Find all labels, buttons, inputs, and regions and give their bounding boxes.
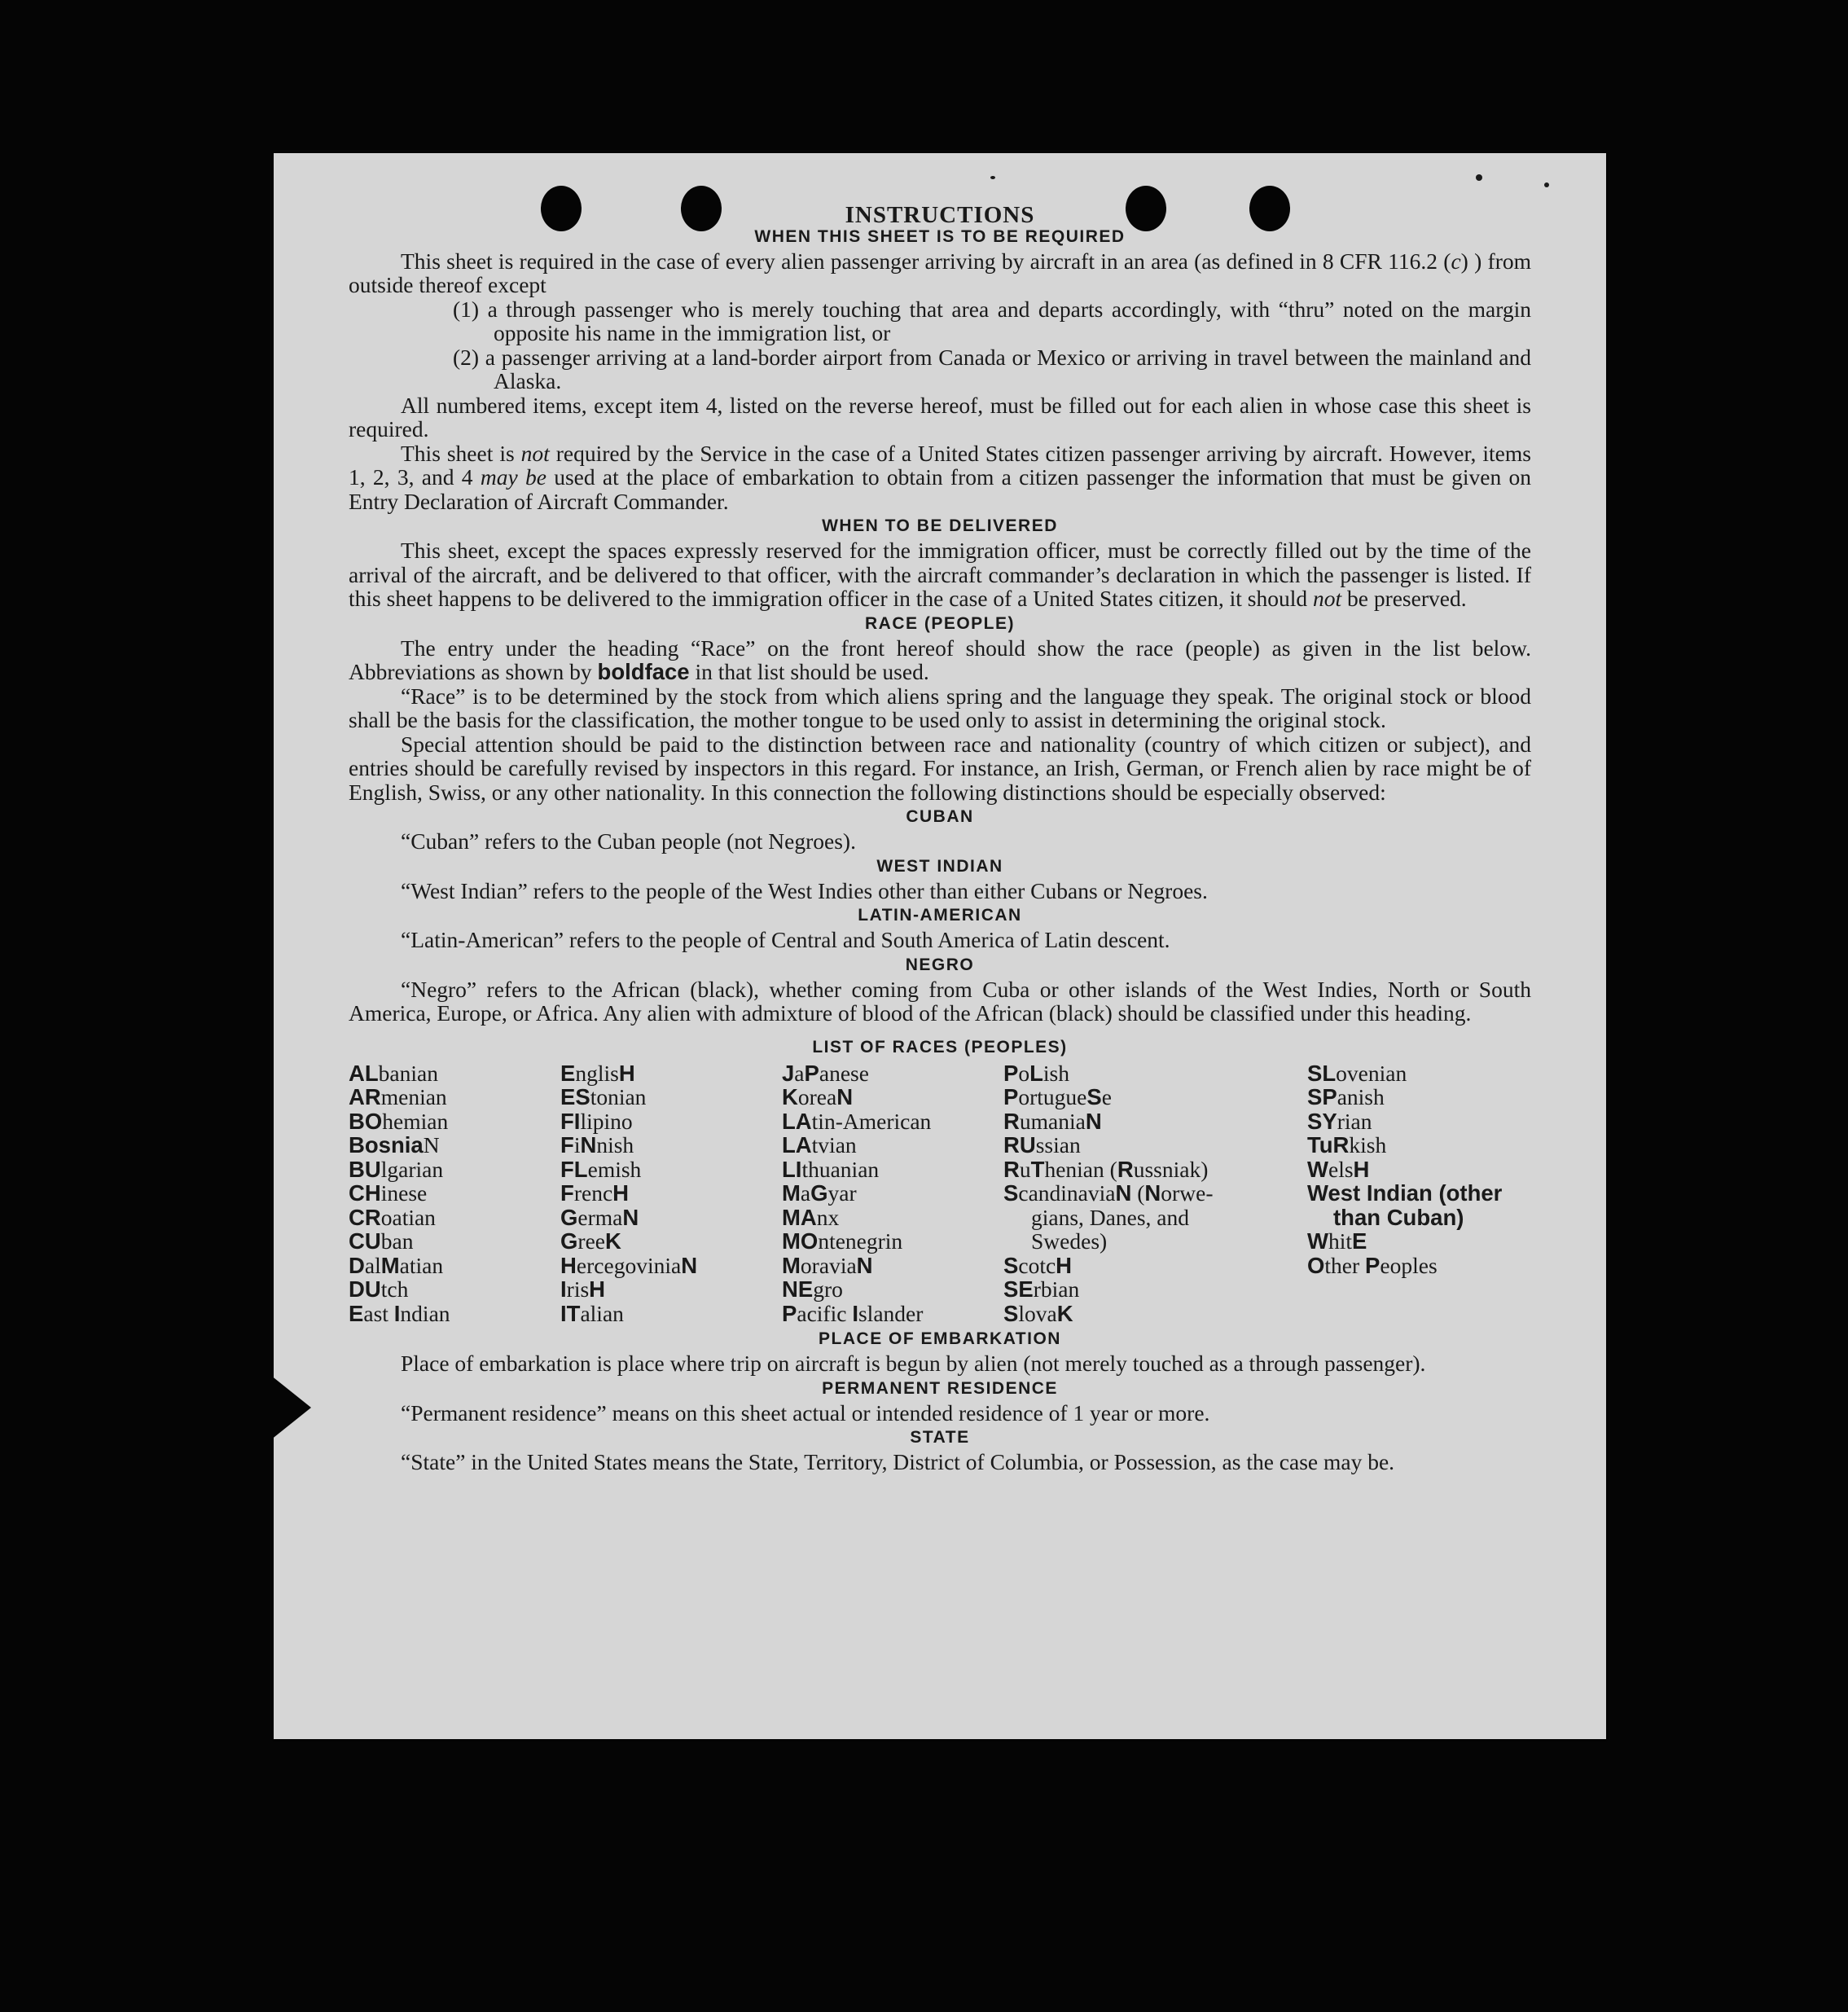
torn-notch — [270, 1375, 311, 1440]
race-entry: RumaniaN — [1003, 1108, 1102, 1134]
race-entry: JaPanese — [782, 1060, 869, 1086]
race-entry-continued: gians, Danes, and — [1031, 1204, 1189, 1230]
ink-speck — [1544, 182, 1549, 187]
race-entry: KoreaN — [782, 1084, 854, 1109]
race-entry: West Indian (other — [1307, 1180, 1503, 1206]
race-entry: ITalian — [560, 1300, 624, 1326]
race-entry: FLemish — [560, 1156, 642, 1182]
race-entry: ALbanian — [349, 1060, 438, 1086]
race-entry: RuThenian (Russniak) — [1003, 1156, 1209, 1182]
race-entry: MOntenegrin — [782, 1228, 903, 1254]
race-entry: ARmenian — [349, 1084, 447, 1109]
race-entry: ScandinaviaN (Norwe- — [1003, 1180, 1214, 1206]
race-entry: HercegoviniaN — [560, 1252, 698, 1278]
instructions-text — [349, 204, 1531, 1474]
race-entry: TuRkish — [1307, 1132, 1387, 1158]
race-entry: FrencH — [560, 1180, 630, 1206]
heading-west-indian: WEST INDIAN — [876, 856, 1003, 876]
race-entry: GermaN — [560, 1204, 639, 1230]
paragraph-latin-american: “Latin-American” refers to the people of Central and South America of Latin descent. — [401, 927, 1170, 952]
ink-speck — [1476, 174, 1482, 181]
race-entry: FiNnish — [560, 1132, 634, 1158]
race-entry: LAtvian — [782, 1132, 857, 1158]
race-entry: SYrian — [1307, 1108, 1372, 1134]
race-entry: SPanish — [1307, 1084, 1385, 1109]
document-sheet — [274, 153, 1606, 1739]
paragraph-numbered-items: All numbered items, except item 4, listed on the reverse hereof, must be filled out for each alien in whose case this sheet is required. — [349, 392, 1531, 441]
heading-race: RACE (PEOPLE) — [864, 613, 1015, 633]
race-entry: DalMatian — [349, 1252, 444, 1278]
heading-embarkation: PLACE OF EMBARKATION — [819, 1329, 1061, 1348]
race-entry: WelsH — [1307, 1156, 1370, 1182]
race-entry: PortugueSe — [1003, 1084, 1112, 1109]
race-entry: SLovenian — [1307, 1060, 1407, 1086]
heading-cuban: CUBAN — [906, 807, 974, 826]
paragraph-embarkation: Place of embarkation is place where trip on aircraft is begun by alien (not merely touched as a through passenger). — [401, 1351, 1426, 1376]
race-entry: EnglisH — [560, 1060, 635, 1086]
race-entry: MAnx — [782, 1204, 840, 1230]
race-entry-continued: than Cuban) — [1333, 1204, 1464, 1230]
exception-item-1: (1) a through passenger who is merely touching that area and departs accordingly, with “thru” noted on the margin opposite his name in the immigration list, or — [453, 296, 1531, 345]
race-entry: LIthuanian — [782, 1156, 880, 1182]
race-entry: MaGyar — [782, 1180, 857, 1206]
race-entry: WhitE — [1307, 1228, 1367, 1254]
paragraph-delivered: This sheet, except the spaces expressly reserved for the immigration officer, must be correctly filled out by the time of the arrival of the aircraft, and be delivered to that officer, with the aircraft commander’s declaration in which the passenger is listed. If this sheet happens to be delivered to the immigration officer in the case of a United States citizen, it should not be preserved. — [349, 538, 1531, 611]
paragraph-race-entry: The entry under the heading “Race” on the front hereof should show the race (people) as given in the list below. Abbreviations as shown by boldface in that list should be used. — [349, 635, 1531, 684]
heading-state: STATE — [910, 1428, 970, 1447]
race-entry: IrisH — [560, 1276, 606, 1302]
race-entry: SlovaK — [1003, 1300, 1073, 1326]
race-entry: Pacific Islander — [782, 1300, 924, 1326]
race-entry: FIlipino — [560, 1108, 633, 1134]
paragraph-required: This sheet is required in the case of every alien passenger arriving by aircraft in an area (as defined in 8 CFR 116.2 (c) ) from outside thereof except — [349, 248, 1531, 297]
ink-speck — [990, 176, 995, 179]
races-column-5 — [1307, 1061, 1531, 1326]
paragraph-cuban: “Cuban” refers to the Cuban people (not Negroes). — [401, 828, 856, 854]
race-entry: LAtin-American — [782, 1108, 932, 1134]
race-entry: BOhemian — [349, 1108, 449, 1134]
races-column-1 — [349, 1061, 560, 1326]
race-entry: CRoatian — [349, 1204, 436, 1230]
race-entry: DUtch — [349, 1276, 409, 1302]
paragraph-citizen: This sheet is not required by the Service in the case of a United States citizen passenger arriving by aircraft. However, items 1, 2, 3, and 4 may be used at the place of embarkation to obtain from a citizen passenger the information that must be given on Entry Declaration of Aircraft Commander. — [349, 440, 1531, 514]
heading-negro: NEGRO — [905, 955, 975, 974]
race-entry: NEgro — [782, 1276, 843, 1302]
race-entry-continued: Swedes) — [1031, 1228, 1108, 1254]
exception-item-2: (2) a passenger arriving at a land-border airport from Canada or Mexico or arriving in travel between the mainland and Alaska. — [453, 344, 1531, 393]
race-entry: BosniaN — [349, 1132, 440, 1158]
races-column-3 — [782, 1061, 1003, 1326]
race-entry: GreeK — [560, 1228, 621, 1254]
races-list — [349, 1061, 1531, 1326]
race-entry: RUssian — [1003, 1132, 1081, 1158]
paragraph-race-nationality: Special attention should be paid to the distinction between race and nationality (country of which citizen or subject), and entries should be carefully revised by inspectors in this regard. For instance, an Irish, German, or French alien by race might be of English, Swiss, or any other nationality. In this connection the following distinctions should be especially observed: — [349, 731, 1531, 805]
races-column-2 — [560, 1061, 782, 1326]
heading-permanent-residence: PERMANENT RESIDENCE — [822, 1378, 1058, 1398]
heading-list-of-races: LIST OF RACES (PEOPLES) — [812, 1037, 1068, 1057]
page-title: INSTRUCTIONS — [845, 202, 1035, 228]
race-entry: CHinese — [349, 1180, 428, 1206]
race-entry: CUban — [349, 1228, 414, 1254]
race-entry: MoraviaN — [782, 1252, 873, 1278]
race-entry: SErbian — [1003, 1276, 1080, 1302]
race-entry: ScotcH — [1003, 1252, 1073, 1278]
heading-when-delivered: WHEN TO BE DELIVERED — [822, 516, 1058, 535]
race-entry: East Indian — [349, 1300, 450, 1326]
paragraph-race-stock: “Race” is to be determined by the stock from which aliens spring and the language they speak. The original stock or blood shall be the basis for the classification, the mother tongue to be used only to assist in determining the original stock. — [349, 683, 1531, 732]
heading-when-required: WHEN THIS SHEET IS TO BE REQUIRED — [754, 226, 1126, 246]
heading-latin-american: LATIN-AMERICAN — [858, 906, 1022, 925]
race-entry: PoLish — [1003, 1060, 1069, 1086]
paragraph-negro: “Negro” refers to the African (black), whether coming from Cuba or other islands of the West Indies, North or South America, Europe, or Africa. Any alien with admixture of blood of the African (black) should be classified under this heading. — [349, 976, 1531, 1026]
race-entry: Other Peoples — [1307, 1252, 1438, 1278]
race-entry: EStonian — [560, 1084, 647, 1109]
paragraph-west-indian: “West Indian” refers to the people of the West Indies other than either Cubans or Negroes. — [401, 877, 1208, 903]
races-column-4 — [1003, 1061, 1307, 1326]
paragraph-permanent-residence: “Permanent residence” means on this sheet actual or intended residence of 1 year or more. — [401, 1399, 1210, 1426]
race-entry: BUlgarian — [349, 1156, 444, 1182]
paragraph-state: “State” in the United States means the State, Territory, District of Columbia, or Possession, as the case may be. — [401, 1449, 1395, 1474]
